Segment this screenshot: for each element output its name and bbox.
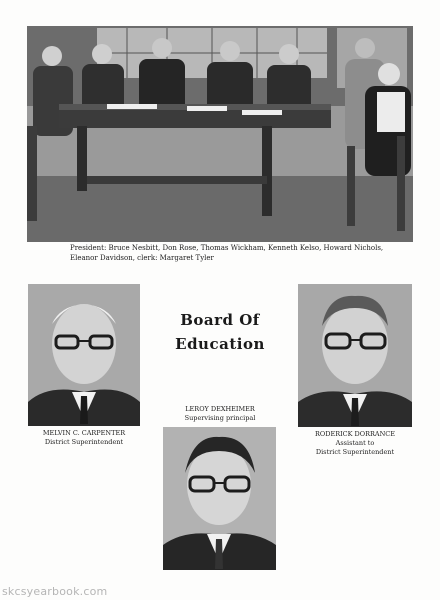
dexheimer-role: Supervising principal bbox=[184, 414, 256, 422]
portrait-dorrance bbox=[298, 284, 412, 427]
title-line1: Board Of bbox=[180, 311, 260, 329]
watermark: skcsyearbook.com bbox=[2, 585, 108, 598]
board-group-photo bbox=[27, 26, 413, 242]
title-line2: Education bbox=[175, 335, 265, 353]
dexheimer-name: LEROY DEXHEIMER bbox=[185, 405, 255, 413]
dorrance-role-line1: Assistant to bbox=[335, 439, 375, 447]
dexheimer-caption bbox=[160, 405, 280, 423]
group-caption-line2: Eleanor Davidson, clerk: Margaret Tyler bbox=[70, 254, 214, 262]
group-photo-caption bbox=[70, 243, 390, 263]
carpenter-name: MELVIN C. CARPENTER bbox=[42, 429, 126, 437]
dorrance-name: RODERICK DORRANCE bbox=[315, 430, 395, 438]
dorrance-caption bbox=[294, 430, 416, 457]
carpenter-caption bbox=[24, 429, 144, 447]
portrait-carpenter bbox=[28, 284, 140, 426]
carpenter-role: District Superintendent bbox=[44, 438, 124, 446]
page-title bbox=[160, 308, 280, 356]
group-caption-line1: President: Bruce Nesbitt, Don Rose, Thomas Wickham, Kenneth Kelso, Howard Nichols, bbox=[70, 244, 384, 252]
dorrance-role-line2: District Superintendent bbox=[315, 448, 395, 456]
portrait-dexheimer bbox=[163, 427, 276, 570]
